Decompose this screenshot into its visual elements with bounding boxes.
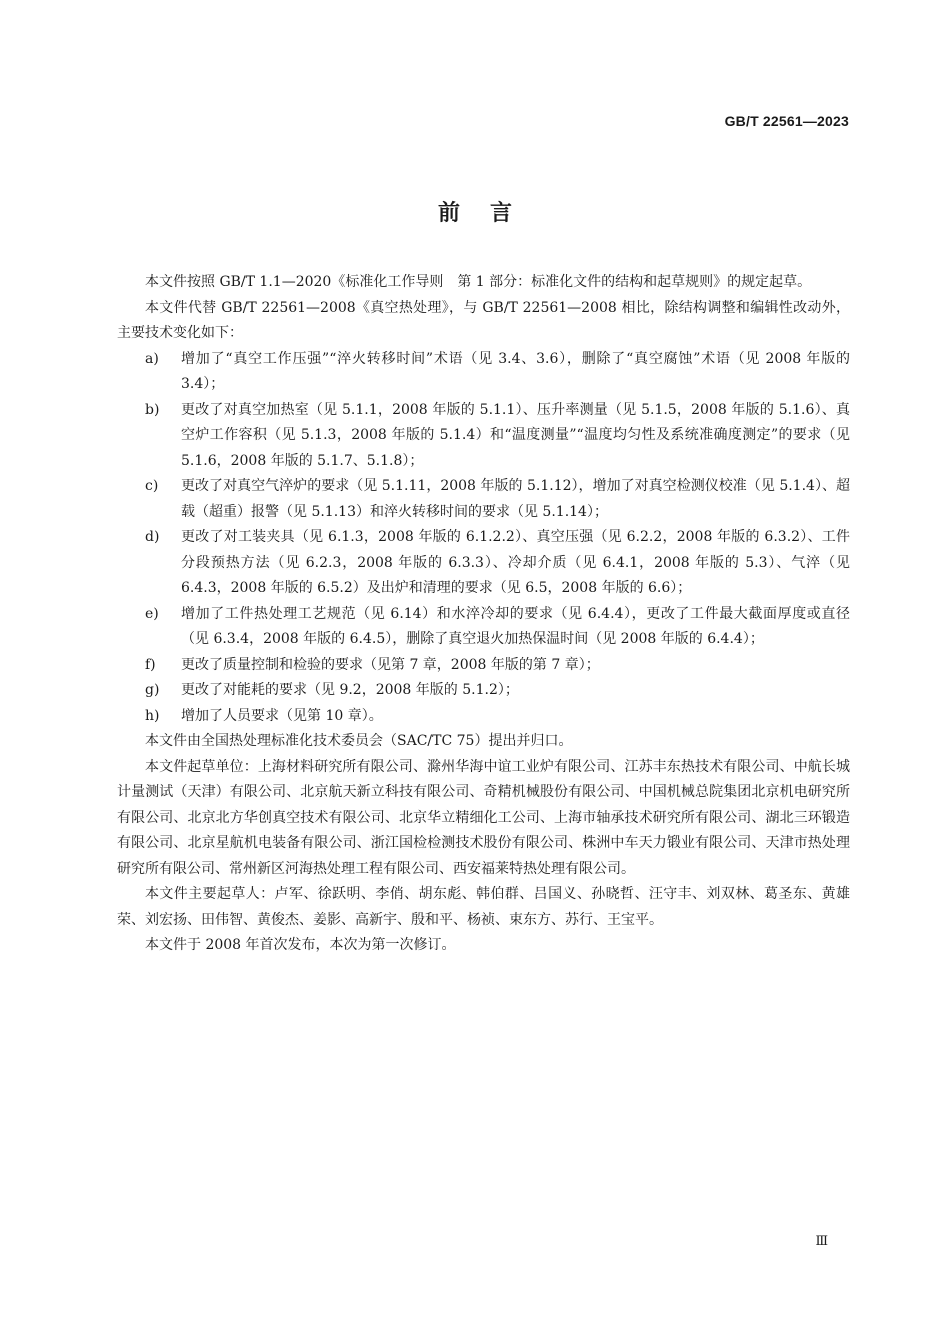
paragraph-replacement: 本文件代替 GB/T 22561—2008《真空热处理》，与 GB/T 22561—2008 相比，除结构调整和编辑性改动外，主要技术变化如下： [117,299,850,341]
paragraph-drafting-rules: 本文件按照 GB/T 1.1—2020《标准化工作导则 第 1 部分：标准化文件的结构和起草规则》的规定起草。 [145,274,812,290]
page-number: Ⅲ [815,1234,828,1249]
list-item-text: 更改了对工装夹具（见 6.1.3，2008 年版的 6.1.2.2）、真空压强（见 6.2.2，2008 年版的 6.3.2）、工件分段预热方法（见 6.2.3，2008 年版的 6.3.3）、冷却介质（见 6.4.1，2008 年版的 5.3）、气淬（见 6.4.3，2008 年版的 6.5.2）及出炉和清理的要求（见 6.5，2008 年版的 6.6）； [181,529,850,596]
list-item-text: 更改了对真空加热室（见 5.1.1，2008 年版的 5.1.1）、压升率测量（见 5.1.5，2008 年版的 5.1.6）、真空炉工作容积（见 5.1.3，2008 年版的 5.1.4）和“温度测量”“温度均匀性及系统准确度测定”的要求（见 5.1.6，2008 年版的 5.1.7、5.1.8）； [181,401,850,469]
paragraph-committee: 本文件由全国热处理标准化技术委员会（SAC/TC 75）提出并归口。 [145,733,573,749]
list-item [117,602,850,653]
list-item-label: h) [145,707,160,724]
list-item-label: d) [145,529,160,545]
list-item-label: a) [145,350,159,367]
list-item-text: 更改了质量控制和检验的要求（见第 7 章，2008 年版的第 7 章）； [181,656,600,673]
list-item-text: 增加了人员要求（见第 10 章）。 [181,707,383,724]
list-item-text: 增加了工件热处理工艺规范（见 6.14）和水淬冷却的要求（见 6.4.4），更改了工件最大截面厚度或直径（见 6.3.4，2008 年版的 6.4.5），删除了真空退火加热保温时间（见 2008 年版的 6.4.4）； [181,605,850,647]
page-title: 前言 [437,201,542,226]
list-item [117,678,850,704]
list-item-label: g) [145,682,160,698]
standard-code: GB/T 22561—2023 [724,113,849,129]
list-item [117,653,850,679]
paragraph-history: 本文件于 2008 年首次发布，本次为第一次修订。 [145,937,456,953]
paragraph-drafting-units: 本文件起草单位：上海材料研究所有限公司、滁州华海中谊工业炉有限公司、江苏丰东热技术有限公司、中航长城计量测试（天津）有限公司、北京航天新立科技有限公司、奇精机械股份有限公司、中国机械总院集团北京机电研究所有限公司、北京北方华创真空技术有限公司、北京华立精细化工公司、上海市轴承技术研究所有限公司、湖北三环锻造有限公司、北京星航机电装备有限公司、浙江国检检测技术股份有限公司、株洲中车天力锻业有限公司、天津市热处理研究所有限公司、常州新区河海热处理工程有限公司、西安福莱特热处理有限公司。 [117,758,850,877]
list-item-text: 更改了对能耗的要求（见 9.2，2008 年版的 5.1.2）； [181,682,519,698]
list-item-label: f) [145,656,156,673]
list-item-text: 增加了“真空工作压强”“淬火转移时间”术语（见 3.4、3.6），删除了“真空腐蚀”术语（见 2008 年版的 3.4）； [181,350,850,392]
list-item [117,347,850,398]
document-body [117,270,850,959]
list-item-label: b) [145,401,160,418]
paragraph-drafters: 本文件主要起草人：卢军、徐跃明、李俏、胡东彪、韩伯群、吕国义、孙晓哲、汪守丰、刘双林、葛圣东、黄雄荣、刘宏扬、田伟智、黄俊杰、姜影、高新宇、殷和平、杨祯、束东方、苏行、王宝平。 [117,886,850,928]
list-item-text: 更改了对真空气淬炉的要求（见 5.1.11，2008 年版的 5.1.12），增加了对真空检测仪校准（见 5.1.4）、超载（超重）报警（见 5.1.13）和淬火转移时间的要求（见 5.1.14）； [181,478,850,520]
list-item [117,398,850,475]
list-item [117,525,850,602]
list-item [117,474,850,525]
list-item [117,704,850,730]
list-item-label: c) [145,478,159,494]
list-item-label: e) [145,605,159,622]
